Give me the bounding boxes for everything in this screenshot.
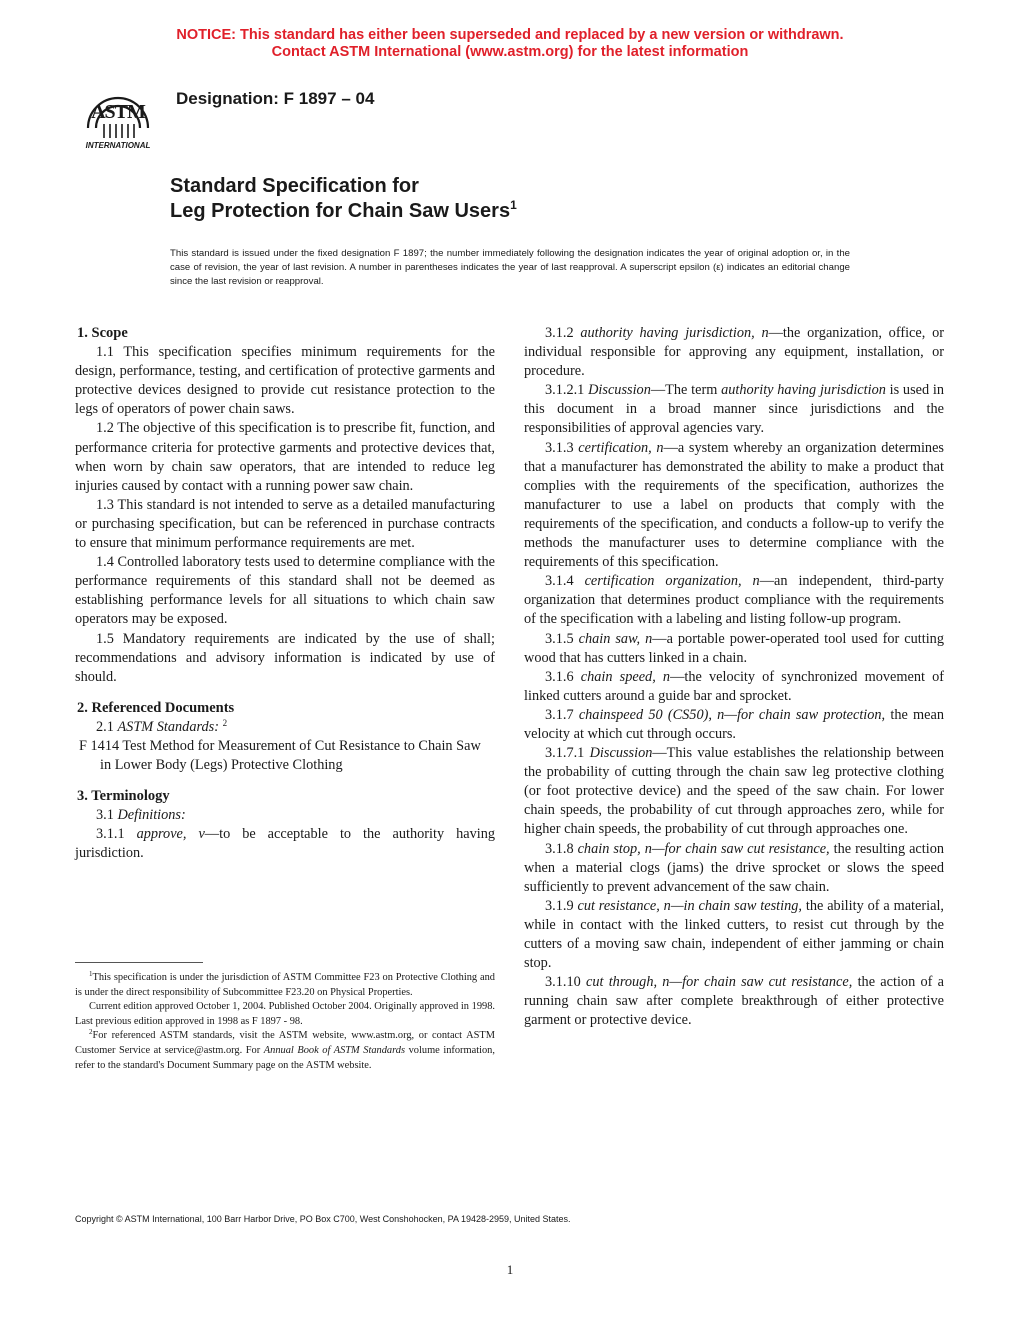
- definition-3-1-10: [524, 973, 944, 1030]
- definition-number: 3.1.6: [545, 668, 574, 685]
- title-footnote-mark: 1: [510, 198, 517, 212]
- title-line-1: Standard Specification for: [170, 175, 419, 197]
- footnote-divider: [75, 962, 203, 963]
- footnote-1-edition: Current edition approved October 1, 2004. Published October 2004. Originally approved in 1998. Last previous edition approved in 1998 as F 1897 - 98.: [75, 1001, 495, 1027]
- footnotes: [75, 971, 495, 1073]
- paragraph-2-1-term: ASTM Standards:: [117, 718, 219, 735]
- definition-number: 3.1.7: [545, 706, 574, 723]
- title-line-2: [170, 199, 517, 224]
- discussion-3-1-2-1: [524, 381, 944, 438]
- definition-text: the action of a running chain saw after complete breakthrough of either protective garment or protective device.: [524, 974, 944, 1029]
- right-column: [524, 324, 944, 1030]
- notice-line-2: Contact ASTM International (www.astm.org) for the latest information: [271, 44, 749, 60]
- issuance-preamble: This standard is issued under the fixed designation F 1897; the number immediately following the designation indicates the year of original adoption or, in the case of revision, the year of last revision. A number in parentheses indicates the year of last reapproval. A superscript epsilon (ε) indicates an editorial change since the last revision or reapproval.: [170, 248, 850, 287]
- definition-text: —to be acceptable to the authority having jurisdiction.: [75, 826, 495, 862]
- definition-term: chain stop, n—for chain saw cut resistance,: [577, 840, 830, 857]
- definition-text: —The term: [650, 382, 718, 399]
- definition-term: certification, n: [578, 439, 664, 456]
- copyright-line: Copyright © ASTM International, 100 Barr Harbor Drive, PO Box C700, West Conshohocken, PA 19428-2959, United States.: [75, 1214, 571, 1224]
- designation: Designation: F 1897 – 04: [176, 89, 375, 108]
- paragraph-2-1: [75, 718, 495, 737]
- definition-number: 3.1.2: [545, 325, 574, 341]
- definition-number: 3.1.5: [545, 630, 574, 647]
- section-3-heading: 3. Terminology: [77, 788, 170, 805]
- paragraph-1-5: 1.5 Mandatory requirements are indicated by the use of shall; recommendations and advisory information is indicated by use of should.: [75, 630, 495, 685]
- definition-3-1-9: [524, 897, 944, 973]
- definition-number: 3.1.9: [545, 897, 574, 914]
- supersede-notice: [0, 27, 1020, 61]
- logo-letters: ASTM: [91, 101, 145, 123]
- discussion-label: Discussion: [588, 382, 651, 399]
- definition-text: —This value establishes the relationship between the probability of cutting through the chain saw leg protective clothing (or foot protective device) and the speed of the saw chain. For lower chain speeds, the probability of cut through approaches zero, while for higher chain speeds, the probability of cut through approaches one.: [524, 745, 944, 838]
- definition-3-1-5: [524, 630, 944, 668]
- paragraph-3-1-term: Definitions:: [117, 807, 186, 824]
- notice-line-1: NOTICE: This standard has either been superseded and replaced by a new version or withdrawn.: [176, 27, 844, 43]
- document-title: [170, 174, 517, 224]
- discussion-3-1-7-1: [524, 744, 944, 839]
- definition-term: cut resistance, n—in chain saw testing,: [577, 897, 802, 914]
- footnote-2-text: For referenced ASTM standards, visit the ASTM website, www.astm.org, or contact ASTM Customer Service at service@astm.org. For: [75, 1030, 495, 1056]
- definition-term: cut through, n—for chain saw cut resistance,: [586, 974, 853, 991]
- paragraph-2-1-number: 2.1: [96, 718, 114, 735]
- definition-text: —an independent, third-party organization that determines product compliance with the requirements of the specification with a labeling and listing follow-up program.: [524, 573, 945, 628]
- footnote-1-text: This specification is under the jurisdiction of ASTM Committee F23 on Protective Clothing and is under the direct responsibility of Subcommittee F23.20 on Physical Properties.: [75, 972, 495, 998]
- definition-term: authority having jurisdiction: [721, 382, 886, 399]
- definition-term: chain speed, n: [580, 668, 671, 685]
- definition-number: 3.1.7.1: [545, 745, 585, 762]
- definition-3-1-1: [75, 825, 495, 863]
- footnote-2-mark: 2: [89, 1028, 93, 1037]
- paragraph-1-4: 1.4 Controlled laboratory tests used to determine compliance with the performance requirements of this standard shall not be deemed as establishing performance levels for all situations to which chain saw operators may be exposed.: [75, 554, 495, 628]
- paragraph-1-3: 1.3 This standard is not intended to serve as a detailed manufacturing or purchasing specification, but can be referenced in purchase contracts to ensure that minimum performance requirements are met.: [75, 496, 495, 552]
- discussion-label: Discussion: [589, 745, 653, 762]
- definition-3-1-4: [524, 572, 944, 629]
- paragraph-1-2: 1.2 The objective of this specification is to prescribe fit, function, and performance criteria for protective garments and protective devices that, when worn by chain saw operators, that are intended to reduce leg injuries caused by contact with a running power saw chain.: [75, 420, 495, 494]
- definition-3-1-3: [524, 439, 944, 573]
- definition-text: —a system whereby an organization determines that a manufacturer has demonstrated the ability to make a product that complies with the requirements of the specification, authorizes the manufacturer to use a label on products that comply with the requirements of the specification, and conducts a follow-up to verify the methods the manufacturer uses to determine compliance with the requirements of this specification.: [524, 439, 944, 571]
- definition-text: the ability of a material, while in contact with the linked cutters, to resist cut through by the cutters of a moving saw chain, independent of either jamming or chain stop.: [524, 897, 944, 972]
- definition-3-1-8: [524, 840, 944, 897]
- definition-3-1-7: [524, 706, 944, 744]
- footnote-ref-2: 2: [222, 717, 228, 728]
- astm-logo: [74, 78, 162, 150]
- definition-number: 3.1.8: [545, 840, 574, 857]
- definition-term: chain saw, n: [578, 630, 653, 647]
- definition-number: 3.1.2.1: [545, 382, 585, 399]
- definition-number: 3.1.1: [96, 826, 125, 843]
- footnote-2-book-title: Annual Book of ASTM Standards: [263, 1044, 406, 1056]
- section-2-heading: 2. Referenced Documents: [77, 699, 235, 716]
- footnote-1-mark: 1: [89, 970, 93, 978]
- section-1-heading: 1. Scope: [77, 325, 128, 341]
- footnote-2-text-end: volume information, refer to the standard's Document Summary page on the ASTM website.: [75, 1044, 495, 1071]
- definition-text: the resulting action when a material clogs (jams) the drive sprocket or slows the speed sufficiently to prevent advancement of the saw chain.: [524, 840, 945, 895]
- definition-number: 3.1.3: [545, 439, 574, 456]
- definition-text: —the organization, office, or individual responsible for approving any equipment, installation, or procedure.: [524, 325, 944, 380]
- definition-number: 3.1.10: [545, 974, 581, 991]
- definition-text: —the velocity of synchronized movement of linked cutters around a guide bar and sprocket.: [524, 668, 945, 704]
- paragraph-3-1-number: 3.1: [96, 807, 114, 824]
- title-line-2-text: Leg Protection for Chain Saw Users: [170, 200, 511, 222]
- definition-term: approve, v: [136, 826, 205, 843]
- left-column: [75, 324, 495, 864]
- definition-text: the mean velocity at which cut through occurs.: [524, 706, 944, 742]
- definition-text: —a portable power-operated tool used for cutting wood that has cutters linked in a chain.: [524, 630, 944, 666]
- footnote-2: [75, 1029, 495, 1073]
- paragraph-1-1: 1.1 This specification specifies minimum requirements for the design, performance, testing, and certification of protective garments and protective devices designed to provide cut resistance protection to the legs of operators of power chain saws.: [75, 344, 495, 418]
- reference-f1414: F 1414 Test Method for Measurement of Cut Resistance to Chain Saw in Lower Body (Legs) Protective Clothing: [79, 737, 481, 774]
- logo-caption: INTERNATIONAL: [85, 141, 151, 150]
- paragraph-3-1: [75, 806, 495, 825]
- page-number: 1: [506, 1262, 514, 1277]
- definition-3-1-6: [524, 668, 944, 706]
- definition-term: chainspeed 50 (CS50), n—for chain saw protection,: [578, 706, 886, 723]
- definition-term: certification organization, n: [584, 573, 760, 590]
- definition-text: is used in this document in a broad manner since jurisdictions and the responsibilities of approval agencies vary.: [524, 382, 945, 437]
- definition-3-1-2: [524, 324, 944, 381]
- footnote-1: [75, 971, 495, 1000]
- definition-number: 3.1.4: [545, 573, 574, 590]
- definition-term: authority having jurisdiction, n: [580, 325, 769, 341]
